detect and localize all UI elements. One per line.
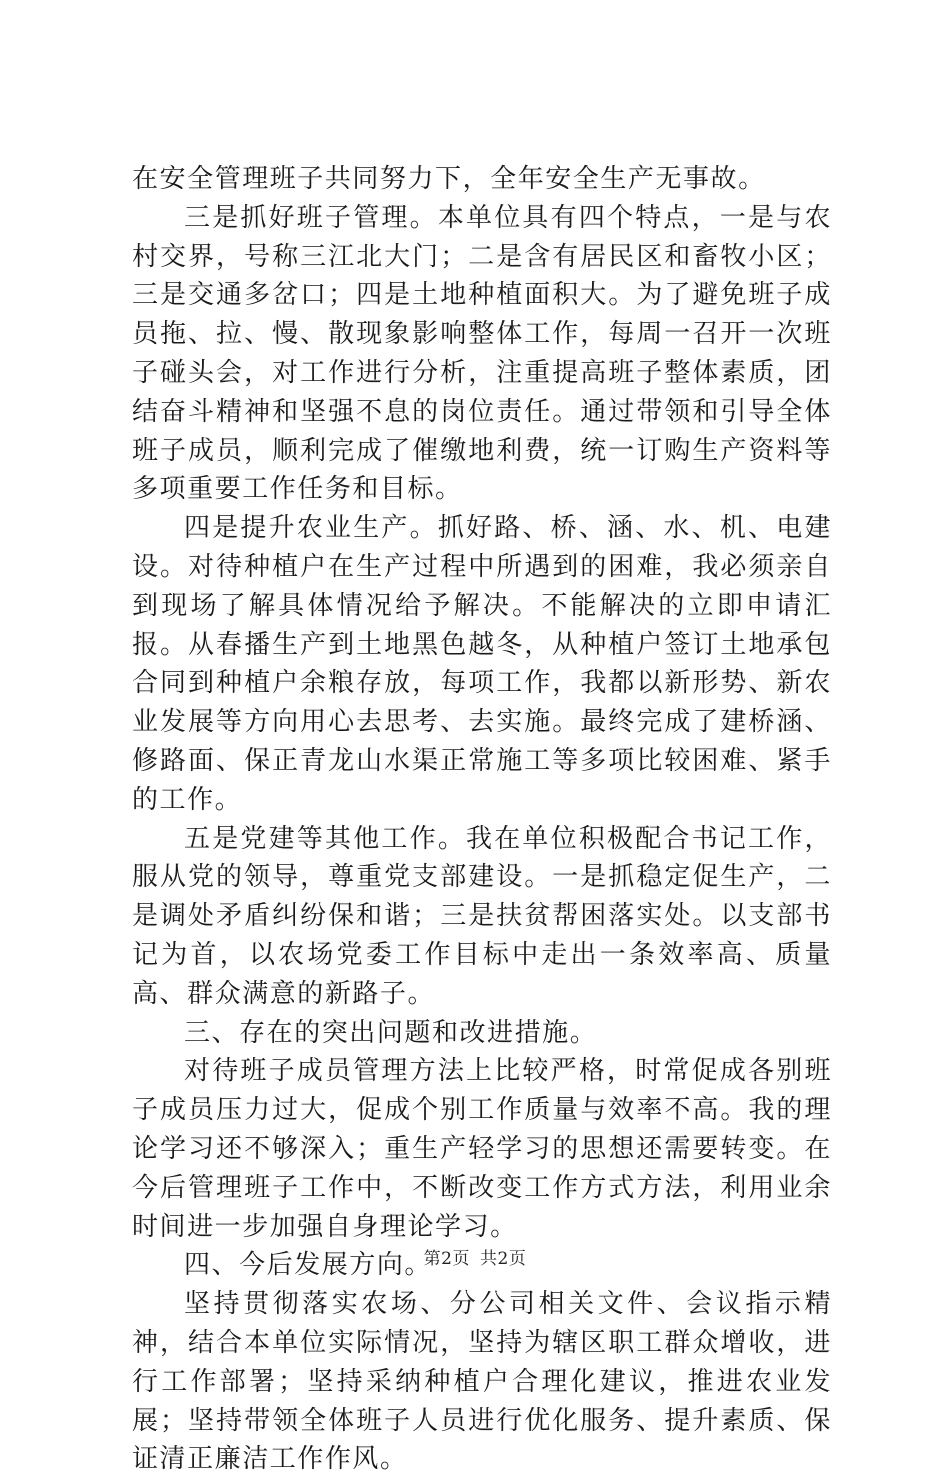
section-heading-problems: 三、存在的突出问题和改进措施。 (184, 1017, 598, 1048)
paragraph-party-building: 五是党建等其他工作。我在单位积极配合书记工作，服从党的领导，尊重党支部建设。一是抓稳定促生产，二是调处矛盾纠纷保和谐；三是扶贫帮困落实处。以支部书记为首，以农场党委工作目标中走出一条效率高、质量高、群众满意的新路子。 (132, 823, 832, 1009)
page-footer (0, 1244, 950, 1269)
section-heading-direction: 四、今后发展方向。 (184, 1250, 432, 1281)
paragraph-continuation: 在安全管理班子共同努力下，全年安全生产无事故。 (132, 164, 766, 194)
paragraph-direction: 坚持贯彻落实农场、分公司相关文件、会议指示精神，结合本单位实际情况，坚持为辖区职工群众增收，进行工作部署；坚持采纳种植户合理化建议，推进农业发展；坚持带领全体班子人员进行优化服务、提升素质、保证清正廉洁工作作风。 (132, 1289, 832, 1475)
paragraph-problems: 对待班子成员管理方法上比较严格，时常促成各别班子成员压力过大，促成个别工作质量与效率不高。我的理论学习还不够深入；重生产轻学习的思想还需要转变。在今后管理班子工作中，不断改变工作方式方法，利用业余时间进一步加强自身理论学习。 (132, 1056, 832, 1242)
paragraph-team-management: 三是抓好班子管理。本单位具有四个特点，一是与农村交界，号称三江北大门；二是含有居民区和畜牧小区；三是交通多岔口；四是土地种植面积大。为了避免班子成员拖、拉、慢、散现象影响整体工作，每周一召开一次班子碰头会，对工作进行分析，注重提高班子整体素质，团结奋斗精神和坚强不息的岗位责任。通过带领和引导全体班子成员，顺利完成了催缴地利费，统一订购生产资料等多项重要工作任务和目标。 (132, 202, 832, 505)
page-total: 共2页 (480, 1249, 527, 1269)
paragraph-agriculture: 四是提升农业生产。抓好路、桥、涵、水、机、电建设。对待种植户在生产过程中所遇到的困难，我必须亲自到现场了解具体情况给予解决。不能解决的立即申请汇报。从春播生产到土地黑色越冬，从种植户签订土地承包合同到种植户余粮存放，每项工作，我都以新形势、新农业发展等方向用心去思考、去实施。最终完成了建桥涵、修路面、保正青龙山水渠正常施工等多项比较困难、紧手的工作。 (132, 513, 832, 815)
document-body (132, 160, 832, 1479)
page-number: 第2页 (423, 1249, 470, 1269)
